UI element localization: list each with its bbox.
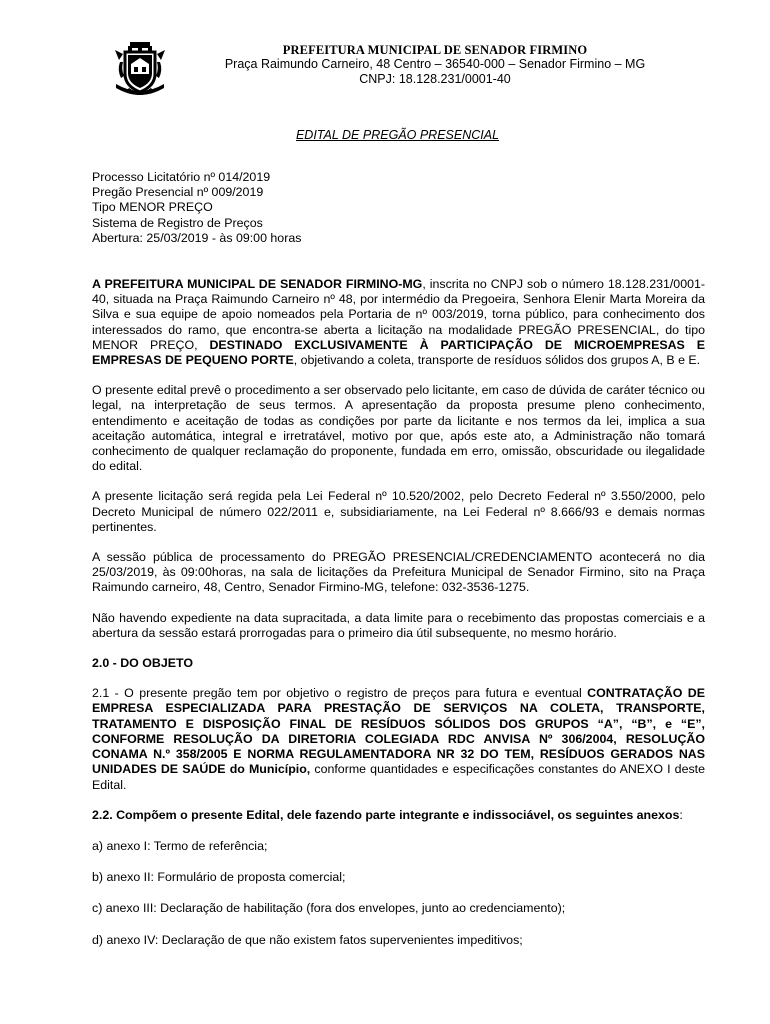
process-info — [92, 170, 705, 246]
letterhead-address: Praça Raimundo Carneiro, 48 Centro – 36540-000 – Senador Firmino – MG — [224, 57, 646, 71]
process-number: Processo Licitatório nº 014/2019 — [92, 170, 271, 184]
annex-item: d) anexo IV: Declaração de que não existem fatos supervenientes impeditivos; — [92, 932, 523, 947]
paragraph-session: A sessão pública de processamento do PREGÃO PRESENCIAL/CREDENCIAMENTO acontecerá no dia 25/03/2019, às 09:00horas, na sala de licitações da Prefeitura Municipal de Senador Firmino, sito na Praça Raimundo carneiro, 48, Centro, Senador Firmino-MG, telefone: 032-3536-1275. — [92, 550, 705, 595]
abertura: Abertura: 25/03/2019 - às 09:00 horas — [92, 230, 302, 245]
intro-paragraph — [92, 277, 705, 368]
section-heading-objeto: 2.0 - DO OBJETO — [92, 656, 193, 671]
paragraph-no-expedient: Não havendo expediente na data supracitada, a data limite para o recebimento das propostas comerciais e a abertura da sessão estará prorrogadas para o primeiro dia útil subsequente, no mesmo horário. — [92, 610, 705, 640]
p22-text: : — [679, 807, 683, 822]
document-body — [92, 170, 705, 948]
p21-text-1: 2.1 - O presente pregão tem por objetivo o registro de preços para futura e eventual — [92, 686, 588, 701]
intro-bold-2: DESTINADO EXCLUSIVAMENTE À PARTICIPAÇÃO DE MICROEMPRESAS E EMPRESAS DE PEQUENO PORTE — [92, 337, 705, 368]
intro-text-1: , inscrita no CNPJ sob o número 18.128.231/0001-40, situada na Praça Raimundo Carneiro nº 48, por intermédio da Pregoeira, Senhora Elenir Marta Moreira da Silva e sua equipe de apoio nomeados pela Portaria de nº 003/2019, torna público, para conhecimento dos interessados do ramo, que encontra-se aberta a licitação na modalidade PREGÃO PRESENCIAL, do tipo MENOR PREÇO, — [92, 277, 705, 352]
paragraph-procedure: O presente edital prevê o procedimento a ser observado pelo licitante, em caso de dúvida de caráter técnico ou legal, na interpretação de seus termos. A apresentação da proposta presume pleno conhecimento, entendimento e aceitação de todas as condições por parte da licitante e nos termos da lei, implica a sua aceitação automática, integral e irretratável, motivo por que, após este ato, a Administração não tomará conhecimento de qualquer reclamação do proponente, fundada em erro, omissão, obscuridade ou ilegalidade do edital. — [92, 383, 705, 474]
pregao-number: Pregão Presencial nº 009/2019 — [92, 185, 264, 200]
intro-bold-1: A PREFEITURA MUNICIPAL DE SENADOR FIRMINO-MG — [92, 277, 423, 292]
letterhead-cnpj: CNPJ: 18.128.231/0001-40 — [359, 72, 511, 86]
municipal-crest-icon — [113, 40, 167, 100]
p21-bold: CONTRATAÇÃO DE EMPRESA ESPECIALIZADA PARA PRESTAÇÃO DE SERVIÇOS NA COLETA, TRANSPORTE, TRATAMENTO E DISPOSIÇÃO FINAL DE RESÍDUOS SÓLIDOS DOS GRUPOS “A”, “B”, e “E”, CONFORME RESOLUÇÃO DA DIRETORIA COLEGIADA RDC ANVISA Nº 306/2004, RESOLUÇÃO CONAMA N.º 358/2005 E NORMA REGULAMENTADORA NR 32 DO TEM, RESÍDUOS GERADOS NAS UNIDADES DE SAÚDE do Município, — [92, 686, 705, 777]
paragraph-legislation: A presente licitação será regida pela Lei Federal nº 10.520/2002, pelo Decreto Federal nº 3.550/2000, pelo Decreto Municipal de número 022/2011 e, subsidiariamente, na Lei Federal nº 8.666/93 e demais normas pertinentes. — [92, 489, 705, 534]
letterhead-title: PREFEITURA MUNICIPAL DE SENADOR FIRMINO — [282, 43, 588, 57]
annex-item: c) anexo III: Declaração de habilitação (fora dos envelopes, junto ao credenciamento); — [92, 901, 566, 916]
intro-text-2: , objetivando a coleta, transporte de resíduos sólidos dos grupos A, B e E. — [293, 353, 701, 368]
paragraph-2-1 — [92, 686, 705, 792]
document-title: EDITAL DE PREGÃO PRESENCIAL — [295, 128, 500, 142]
annex-item: a) anexo I: Termo de referência; — [92, 838, 268, 853]
sistema: Sistema de Registro de Preços — [92, 215, 263, 230]
paragraph-2-2 — [92, 808, 705, 823]
p21-text-2: conforme quantidades e especificações constantes do ANEXO I deste Edital. — [92, 762, 705, 792]
tipo: Tipo MENOR PREÇO — [92, 200, 213, 215]
annex-item: b) anexo II: Formulário de proposta comercial; — [92, 870, 346, 885]
p22-bold: 2.2. Compõem o presente Edital, dele fazendo parte integrante e indissociável, os seguintes anexos — [92, 807, 680, 822]
letterhead — [170, 43, 700, 87]
